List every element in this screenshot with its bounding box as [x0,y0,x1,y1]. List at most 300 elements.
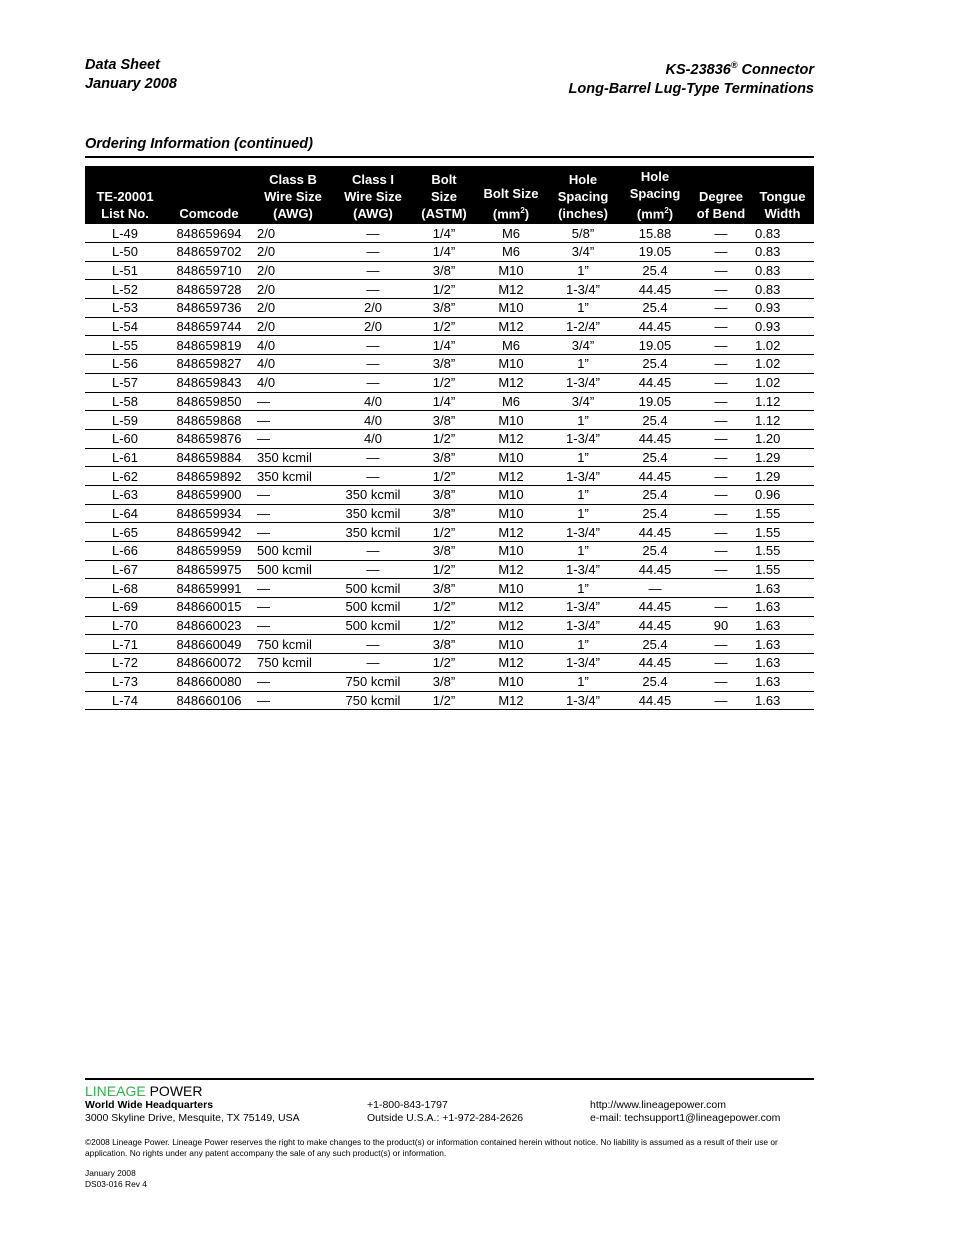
cell-comcode: 848659876 [165,429,253,448]
cell-tongue: 0.83 [751,224,814,242]
cell-bolt-mm: M12 [475,523,547,542]
cell-hole-inches: 1-2/4” [547,317,619,336]
cell-class-b: — [253,429,333,448]
brand-lineage: LINEAGE [85,1083,146,1099]
cell-class-i: 2/0 [333,317,413,336]
cell-hole-inches: 3/4” [547,243,619,262]
cell-hole-inches: 1-3/4” [547,467,619,486]
cell-tongue: 1.29 [751,448,814,467]
cell-tongue: 1.12 [751,392,814,411]
cell-class-i: 500 kcmil [333,579,413,598]
cell-class-i: 350 kcmil [333,504,413,523]
cell-list-no: L-50 [85,243,165,262]
cell-degree: — [691,635,751,654]
cell-bolt-mm: M12 [475,616,547,635]
cell-class-i: — [333,542,413,561]
cell-comcode: 848659819 [165,336,253,355]
cell-bolt-astm: 1/4” [413,392,475,411]
cell-bolt-astm: 1/4” [413,224,475,242]
section-divider [85,156,814,158]
cell-list-no: L-74 [85,691,165,710]
cell-class-b: — [253,392,333,411]
cell-comcode: 848659868 [165,411,253,430]
col-header-bolt-astm: Bolt Size (ASTM) [413,166,475,224]
cell-tongue: 0.96 [751,485,814,504]
cell-bolt-astm: 3/8” [413,355,475,374]
cell-bolt-mm: M12 [475,373,547,392]
cell-hole-mm: 44.45 [619,560,691,579]
cell-hole-mm: 44.45 [619,280,691,299]
cell-class-i: 750 kcmil [333,672,413,691]
cell-class-i: — [333,373,413,392]
cell-bolt-astm: 1/4” [413,336,475,355]
cell-tongue: 1.55 [751,504,814,523]
table-row [85,616,814,635]
cell-degree: — [691,467,751,486]
header-right [569,56,814,99]
cell-tongue: 1.55 [751,560,814,579]
cell-class-b: 2/0 [253,280,333,299]
cell-comcode: 848659975 [165,560,253,579]
cell-hole-inches: 1” [547,579,619,598]
cell-list-no: L-71 [85,635,165,654]
cell-list-no: L-69 [85,598,165,617]
cell-comcode: 848660049 [165,635,253,654]
col-header-hole-inches: Hole Spacing (inches) [547,166,619,224]
cell-class-i: 500 kcmil [333,616,413,635]
cell-list-no: L-66 [85,542,165,561]
cell-bolt-astm: 3/8” [413,635,475,654]
cell-bolt-astm: 3/8” [413,504,475,523]
cell-class-i: — [333,635,413,654]
cell-comcode: 848659744 [165,317,253,336]
doc-type: Data Sheet [85,57,160,73]
cell-hole-inches: 1-3/4” [547,654,619,673]
cell-degree [691,579,751,598]
cell-comcode: 848659934 [165,504,253,523]
cell-class-b: — [253,616,333,635]
cell-class-b: — [253,691,333,710]
cell-degree: — [691,243,751,262]
cell-bolt-astm: 3/8” [413,485,475,504]
cell-tongue: 1.63 [751,691,814,710]
cell-degree: — [691,523,751,542]
cell-hole-mm: 25.4 [619,261,691,280]
table-row [85,261,814,280]
cell-bolt-astm: 1/2” [413,598,475,617]
cell-class-b: 750 kcmil [253,654,333,673]
cell-tongue: 1.29 [751,467,814,486]
cell-bolt-mm: M10 [475,448,547,467]
cell-class-b: — [253,598,333,617]
cell-hole-inches: 1” [547,485,619,504]
cell-tongue: 1.02 [751,373,814,392]
product-subtitle: Long-Barrel Lug-Type Terminations [568,80,814,97]
cell-comcode: 848660015 [165,598,253,617]
cell-tongue: 1.63 [751,635,814,654]
cell-class-b: 2/0 [253,261,333,280]
cell-comcode: 848659827 [165,355,253,374]
email-link[interactable]: e-mail: techsupport1@lineagepower.com [590,1112,781,1124]
cell-list-no: L-54 [85,317,165,336]
cell-class-i: — [333,560,413,579]
cell-comcode: 848659843 [165,373,253,392]
table-row [85,448,814,467]
col-header-comcode: Comcode [165,166,253,224]
cell-list-no: L-68 [85,579,165,598]
cell-comcode: 848659991 [165,579,253,598]
section-title: Ordering Information (continued) [85,136,313,152]
header-left [85,56,177,94]
cell-bolt-astm: 1/2” [413,560,475,579]
registered-mark: ® [730,60,738,70]
footer-date: January 2008 [85,1168,136,1178]
table-row [85,654,814,673]
cell-degree: — [691,336,751,355]
cell-tongue: 1.20 [751,429,814,448]
cell-bolt-mm: M12 [475,598,547,617]
cell-hole-inches: 1-3/4” [547,691,619,710]
cell-class-b: 750 kcmil [253,635,333,654]
cell-list-no: L-65 [85,523,165,542]
cell-degree: — [691,392,751,411]
table-row [85,485,814,504]
cell-class-i: — [333,243,413,262]
cell-class-b: 4/0 [253,336,333,355]
cell-tongue: 0.83 [751,261,814,280]
cell-hole-mm: 44.45 [619,616,691,635]
cell-class-i: — [333,654,413,673]
cell-comcode: 848660080 [165,672,253,691]
cell-list-no: L-51 [85,261,165,280]
cell-tongue: 0.93 [751,317,814,336]
cell-hole-inches: 1” [547,672,619,691]
cell-comcode: 848659850 [165,392,253,411]
cell-class-i: 350 kcmil [333,485,413,504]
table-row [85,429,814,448]
cell-hole-mm: 44.45 [619,691,691,710]
cell-degree: — [691,672,751,691]
cell-hole-mm: 44.45 [619,523,691,542]
cell-hole-mm: 25.4 [619,355,691,374]
cell-class-i: — [333,448,413,467]
cell-hole-mm: 25.4 [619,299,691,318]
cell-class-i: 350 kcmil [333,523,413,542]
cell-list-no: L-56 [85,355,165,374]
product-title [569,56,814,80]
cell-hole-inches: 5/8” [547,224,619,242]
table-body [85,224,814,709]
cell-hole-mm: 25.4 [619,411,691,430]
cell-hole-mm: 44.45 [619,429,691,448]
cell-bolt-astm: 1/4” [413,243,475,262]
cell-tongue: 1.63 [751,672,814,691]
cell-class-b: 500 kcmil [253,542,333,561]
cell-tongue: 1.02 [751,336,814,355]
cell-list-no: L-59 [85,411,165,430]
cell-comcode: 848660106 [165,691,253,710]
cell-hole-inches: 1” [547,542,619,561]
cell-class-i: — [333,355,413,374]
website-link[interactable]: http://www.lineagepower.com [590,1099,726,1111]
table-row [85,579,814,598]
cell-bolt-mm: M12 [475,654,547,673]
cell-comcode: 848659892 [165,467,253,486]
cell-hole-mm: 19.05 [619,243,691,262]
cell-degree: — [691,691,751,710]
table-row [85,542,814,561]
cell-comcode: 848659959 [165,542,253,561]
cell-bolt-mm: M12 [475,280,547,299]
cell-hole-inches: 1-3/4” [547,523,619,542]
table-row [85,243,814,262]
cell-list-no: L-57 [85,373,165,392]
cell-bolt-mm: M6 [475,243,547,262]
col-header-bolt-mm: Bolt Size $(mm^2)$ [475,166,547,224]
cell-hole-mm: — [619,579,691,598]
cell-list-no: L-58 [85,392,165,411]
cell-class-b: 2/0 [253,299,333,318]
cell-hole-inches: 1” [547,635,619,654]
cell-class-b: 2/0 [253,224,333,242]
cell-hole-mm: 44.45 [619,654,691,673]
col-header-class-i: Class I Wire Size (AWG) [333,166,413,224]
cell-bolt-mm: M6 [475,392,547,411]
cell-list-no: L-52 [85,280,165,299]
cell-comcode: 848659728 [165,280,253,299]
cell-class-i: 4/0 [333,392,413,411]
copyright-notice: ©2008 Lineage Power. Lineage Power reserves the right to make changes to the product(s) or information contained herein without notice. No liability is assumed as a result of their use or application. No rights under any patent accompany the sale of any such product(s) or information. [85,1137,778,1158]
cell-list-no: L-49 [85,224,165,242]
cell-class-b: — [253,504,333,523]
cell-hole-inches: 1” [547,261,619,280]
cell-bolt-astm: 1/2” [413,691,475,710]
table-header-row [85,166,814,224]
cell-degree: — [691,654,751,673]
cell-bolt-mm: M10 [475,635,547,654]
cell-hole-mm: 44.45 [619,373,691,392]
table-row [85,635,814,654]
cell-comcode: 848659942 [165,523,253,542]
table-row [85,523,814,542]
cell-bolt-astm: 3/8” [413,448,475,467]
cell-class-i: 4/0 [333,411,413,430]
cell-comcode: 848659736 [165,299,253,318]
cell-hole-mm: 19.05 [619,392,691,411]
cell-bolt-astm: 1/2” [413,429,475,448]
phone: +1-800-843-1797 [367,1099,448,1111]
phone-outside: Outside U.S.A.: +1-972-284-2626 [367,1112,524,1124]
cell-degree: — [691,429,751,448]
table-row [85,299,814,318]
cell-comcode: 848660072 [165,654,253,673]
cell-class-b: 4/0 [253,355,333,374]
cell-bolt-mm: M10 [475,355,547,374]
table-row [85,598,814,617]
cell-class-b: — [253,485,333,504]
cell-bolt-mm: M10 [475,542,547,561]
cell-bolt-mm: M12 [475,691,547,710]
cell-class-b: 350 kcmil [253,467,333,486]
cell-list-no: L-73 [85,672,165,691]
cell-tongue: 1.55 [751,542,814,561]
cell-degree: — [691,224,751,242]
cell-hole-mm: 44.45 [619,317,691,336]
cell-degree: 90 [691,616,751,635]
cell-class-b: — [253,672,333,691]
cell-degree: — [691,504,751,523]
cell-hole-inches: 1” [547,411,619,430]
cell-degree: — [691,411,751,430]
cell-class-i: 4/0 [333,429,413,448]
cell-list-no: L-67 [85,560,165,579]
cell-degree: — [691,317,751,336]
cell-degree: — [691,485,751,504]
table-row [85,504,814,523]
cell-bolt-mm: M12 [475,467,547,486]
product-model: KS-23836 [665,61,731,78]
brand-power: POWER [145,1083,203,1099]
col-header-hole-mm: Hole Spacing $(mm^2)$ [619,166,691,224]
cell-bolt-mm: M10 [475,485,547,504]
cell-bolt-astm: 1/2” [413,317,475,336]
table-row [85,691,814,710]
cell-bolt-astm: 1/2” [413,467,475,486]
cell-list-no: L-53 [85,299,165,318]
table-row [85,336,814,355]
cell-hole-mm: 25.4 [619,448,691,467]
cell-class-i: — [333,280,413,299]
cell-comcode: 848659900 [165,485,253,504]
cell-hole-mm: 25.4 [619,485,691,504]
cell-tongue: 0.83 [751,280,814,299]
cell-hole-mm: 19.05 [619,336,691,355]
table-row [85,411,814,430]
cell-comcode: 848659710 [165,261,253,280]
cell-hole-inches: 1” [547,299,619,318]
cell-class-i: — [333,261,413,280]
cell-tongue: 1.63 [751,579,814,598]
cell-bolt-mm: M10 [475,411,547,430]
cell-bolt-astm: 1/2” [413,280,475,299]
cell-list-no: L-55 [85,336,165,355]
table-row [85,280,814,299]
cell-tongue: 1.63 [751,616,814,635]
cell-bolt-mm: M6 [475,224,547,242]
cell-degree: — [691,299,751,318]
cell-bolt-astm: 3/8” [413,579,475,598]
cell-class-b: — [253,579,333,598]
cell-hole-inches: 1” [547,504,619,523]
cell-tongue: 1.12 [751,411,814,430]
cell-hole-inches: 1” [547,355,619,374]
cell-hole-mm: 25.4 [619,672,691,691]
cell-bolt-astm: 1/2” [413,373,475,392]
cell-class-b: — [253,523,333,542]
cell-bolt-mm: M10 [475,579,547,598]
cell-degree: — [691,542,751,561]
cell-hole-mm: 25.4 [619,635,691,654]
cell-degree: — [691,261,751,280]
cell-hole-inches: 1-3/4” [547,598,619,617]
ordering-table [85,166,814,710]
cell-hole-inches: 1-3/4” [547,280,619,299]
cell-hole-mm: 25.4 [619,504,691,523]
cell-bolt-astm: 3/8” [413,542,475,561]
table-row [85,560,814,579]
cell-bolt-astm: 1/2” [413,616,475,635]
cell-hole-mm: 44.45 [619,598,691,617]
cell-hole-inches: 3/4” [547,392,619,411]
footer-divider [85,1078,814,1080]
cell-degree: — [691,560,751,579]
cell-comcode: 848660023 [165,616,253,635]
cell-hole-inches: 1-3/4” [547,560,619,579]
cell-hole-inches: 1” [547,448,619,467]
cell-bolt-mm: M10 [475,504,547,523]
cell-class-i: 500 kcmil [333,598,413,617]
cell-class-i: 750 kcmil [333,691,413,710]
cell-tongue: 1.02 [751,355,814,374]
cell-comcode: 848659884 [165,448,253,467]
cell-hole-inches: 3/4” [547,336,619,355]
cell-class-b: 2/0 [253,243,333,262]
cell-list-no: L-70 [85,616,165,635]
cell-tongue: 1.55 [751,523,814,542]
table-row [85,224,814,242]
table-row [85,672,814,691]
cell-class-i: — [333,467,413,486]
cell-degree: — [691,448,751,467]
cell-class-i: — [333,224,413,242]
cell-bolt-astm: 3/8” [413,299,475,318]
table-row [85,355,814,374]
cell-bolt-astm: 3/8” [413,672,475,691]
cell-bolt-mm: M6 [475,336,547,355]
doc-date: January 2008 [85,76,177,92]
cell-hole-mm: 15.88 [619,224,691,242]
cell-list-no: L-72 [85,654,165,673]
cell-tongue: 0.93 [751,299,814,318]
col-header-tongue: Tongue Width [751,166,814,224]
product-model-suffix: Connector [737,61,814,78]
cell-list-no: L-64 [85,504,165,523]
hq-address: 3000 Skyline Drive, Mesquite, TX 75149, USA [85,1112,300,1124]
col-header-class-b: Class B Wire Size (AWG) [253,166,333,224]
cell-bolt-mm: M10 [475,261,547,280]
brand-logo [85,1083,202,1099]
cell-degree: — [691,598,751,617]
cell-tongue: 1.63 [751,598,814,617]
cell-hole-mm: 44.45 [619,467,691,486]
cell-hole-inches: 1-3/4” [547,429,619,448]
cell-bolt-mm: M12 [475,317,547,336]
cell-list-no: L-61 [85,448,165,467]
cell-class-b: 500 kcmil [253,560,333,579]
cell-degree: — [691,280,751,299]
doc-id: DS03-016 Rev 4 [85,1179,147,1189]
cell-comcode: 848659694 [165,224,253,242]
col-header-list-no: TE-20001 List No. [85,166,165,224]
table-row [85,467,814,486]
cell-bolt-mm: M10 [475,672,547,691]
cell-bolt-astm: 3/8” [413,411,475,430]
cell-tongue: 0.83 [751,243,814,262]
table-row [85,317,814,336]
table-row [85,373,814,392]
cell-class-i: 2/0 [333,299,413,318]
cell-class-b: — [253,411,333,430]
